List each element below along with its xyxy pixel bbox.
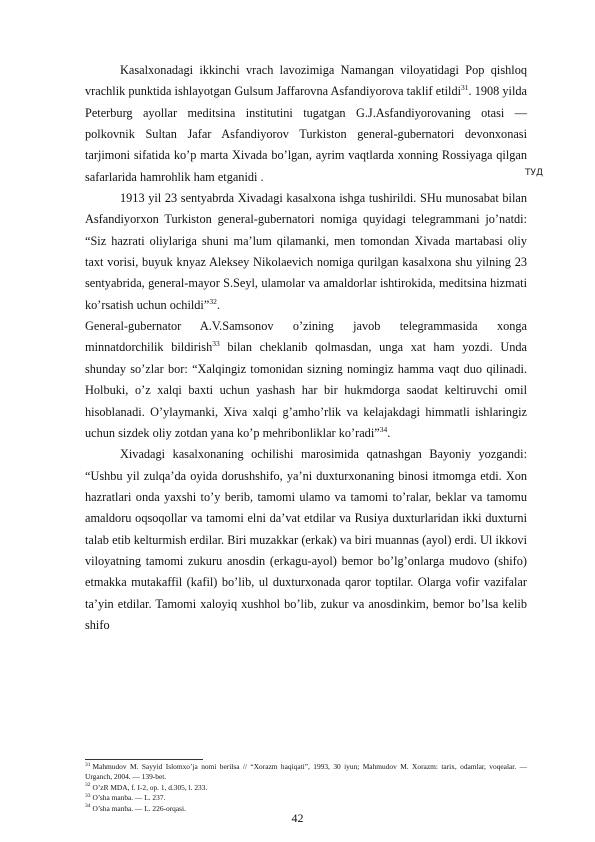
paragraph-4: Xivadagi kasalxonaning ochilishi marosimida qatnashgan Bayoniy yozgandi: “Ushbu yil zulqa’da oyida dorushshifo, ya’ni duxturxonaning binosi itmomga etdi. Xon hazratlari onda yaxshi to’y berib, tamomi ulamo va tamomi to’ralar, beklar va tamomu amaldoru oqsoqollar va tamomi elni da’vat etdilar va Rusiya duxturlaridan ikki duxturni talab etib kelturmish erdilar. Biri muzakkar (erkak) va biri muannas (ayol) erdi. Ul ikkovi viloyatning tamomi zukuru anosdin (erkagu-ayol) bemor bo’lg’onlarga mudovo (shifo) etmakka mutakaffil (kafil) bo’lib, ul duxturxonada qaror toptilar. Olarga vofir vazifalar ta’yin etdilar. Tamomi xaloyiq xushhol bo’lib, zukur va anosdinkim, bemor bo’lsa kelib shifo [85, 447, 527, 632]
paragraph-3: General-gubernator A.V.Samsonov o’zining javob telegrammasida xonga minnatdorchilik bildirish$^{33}$ bilan cheklanib qolmasdan, unga xat ham yozdi. Unda shunday so’zlar bor: “Xalqingiz tomonidan sizning nomingiz hamma vaqt duo qilinadi. Holbuki, o’z xalqi baxti uchun yashash har bir hukmdorga saodat keltiruvchi omil hisoblanadi. O’ylaymanki, Xiva xalqi g’amho’rlik va kelajakdagi himmatli ishlaringiz uchun sizdek oliy zotdan yana ko’p mehribonliklar ko’radi”$^{34}$. [85, 319, 527, 440]
paragraph-1: Kasalxonadagi ikkinchi vrach lavozimiga Namangan viloyatidagi Pop qishloq vrachlik punktida ishlayotgan Gulsum Jaffarovna Asfandiyorova taklif etildi$^{31}$. 1908 yilda Peterburg ayollar meditsina institutini tugatgan G.J.Asfandiyorovaning otasi — polkovnik Sultan Jafar Asfandiyorov Turkiston general-gubernatori devonxonasi tarjimoni sifatida ko’p marta Xivada bo’lgan, ayrim vaqtlarda xonning Rossiyaga qilgan safarlarida hamrohlik ham etganidi . [85, 63, 527, 184]
footnote-separator [85, 759, 203, 760]
footnotes [85, 762, 527, 814]
page-number: 42 [291, 811, 304, 825]
footnote-32: $^{32}$ O’zR MDA, f. I-2, op. 1, d.305, l. 233. [85, 782, 208, 792]
footnote-31: $^{31}$ Mahmudov M. Sayyid Islomxo’ja nomi berilsa // “Xorazm haqiqati”, 1993, 30 iyun; Mahmudov M. Xorazm: tarix, odamlar, voqealar. — Urganch, 2004. — 139-bet. [85, 761, 527, 782]
footnote-33: $^{33}$ O’sha manba. — L. 237. [85, 792, 166, 803]
footnote-ref-33[interactable]: 33 [212, 339, 220, 349]
footnote-34: $^{34}$ O’sha manba. — L. 226-orqasi. [85, 803, 186, 813]
footnote-ref-31[interactable]: 31 [461, 83, 469, 93]
margin-stamp: ТУД [525, 168, 544, 178]
footnote-ref-32[interactable]: 32 [209, 296, 217, 306]
footnote-ref-34[interactable]: 34 [379, 424, 388, 434]
main-text [85, 60, 527, 636]
paragraph-2: 1913 yil 23 sentyabrda Xivadagi kasalxona ishga tushirildi. SHu munosabat bilan Asfandiyorxon Turkiston general-gubernatori nomiga quyidagi telegrammani jo’natdi: “Siz hazrati oliylariga shuni ma’lum qilamanki, men tomondan Xivada martabasi oliy taxt vorisi, buyuk knyaz Aleksey Nikolaevich nomiga qurilgan kasalxona shu yilning 23 sentyabrida, general-mayor S.Seyl, ulamolar va amaldorlar ishtirokida, meditsina hizmati ko’rsatish uchun ochildi”$^{32}$. [85, 191, 527, 312]
